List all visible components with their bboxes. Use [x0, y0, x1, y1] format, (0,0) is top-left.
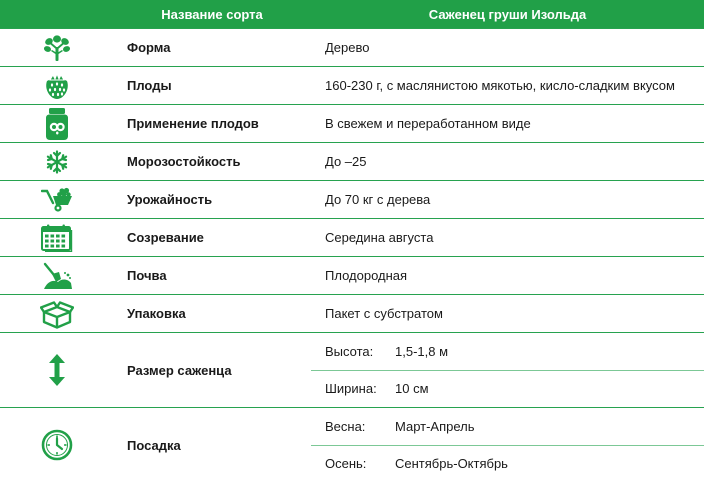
sub-row-width: [311, 370, 704, 407]
sub-value: 10 см: [395, 370, 704, 407]
row-soil: [0, 257, 704, 295]
wheelbarrow-icon: [41, 187, 73, 213]
sub-row-spring: [311, 408, 704, 445]
shovel-soil-icon: [41, 262, 73, 290]
row-value: До –25: [311, 143, 704, 181]
sub-key: Высота:: [311, 333, 395, 370]
sub-key: Ширина:: [311, 370, 395, 407]
row-yield: [0, 181, 704, 219]
planting-subtable: [311, 408, 704, 482]
sub-value: Март-Апрель: [395, 408, 704, 445]
row-ripening: [0, 219, 704, 257]
row-value: 160-230 г, с маслянистою мякотью, кисло-сладким вкусом: [311, 67, 704, 105]
jar-icon: [42, 107, 72, 141]
row-frost: [0, 143, 704, 181]
row-label: Форма: [113, 29, 311, 67]
row-form: [0, 29, 704, 67]
row-label: Морозостойкость: [113, 143, 311, 181]
sub-key: Весна:: [311, 408, 395, 445]
vertical-arrows-icon: [48, 354, 66, 386]
row-value: Пакет с субстратом: [311, 295, 704, 333]
row-planting: [0, 408, 704, 482]
row-label: Плоды: [113, 67, 311, 105]
clock-icon: [41, 429, 73, 461]
row-packaging: [0, 295, 704, 333]
calendar-icon: [41, 224, 73, 252]
sub-value: 1,5-1,8 м: [395, 333, 704, 370]
sub-row-height: [311, 333, 704, 370]
row-label: Урожайность: [113, 181, 311, 219]
row-label: Размер саженца: [113, 333, 311, 408]
row-label: Применение плодов: [113, 105, 311, 143]
header-variety-name: Название сорта: [113, 0, 311, 29]
table-header-row: [0, 0, 704, 29]
row-label: Созревание: [113, 219, 311, 257]
box-icon: [40, 299, 74, 329]
size-subtable: [311, 333, 704, 407]
row-label: Упаковка: [113, 295, 311, 333]
header-icon-cell: [0, 0, 113, 29]
row-label: Посадка: [113, 408, 311, 482]
sub-row-autumn: [311, 445, 704, 482]
row-label: Почва: [113, 257, 311, 295]
row-fruits: [0, 67, 704, 105]
row-value: До 70 кг с дерева: [311, 181, 704, 219]
sub-key: Осень:: [311, 445, 395, 482]
row-value: В свежем и переработанном виде: [311, 105, 704, 143]
row-value: Плодородная: [311, 257, 704, 295]
row-value: Дерево: [311, 29, 704, 67]
strawberry-icon: [42, 71, 72, 101]
row-seedling-size: [0, 333, 704, 408]
row-value: Середина августа: [311, 219, 704, 257]
row-usage: [0, 105, 704, 143]
tree-icon: [43, 34, 71, 62]
sub-value: Сентябрь-Октябрь: [395, 445, 704, 482]
snowflake-icon: [45, 150, 69, 174]
header-variety-value: Саженец груши Изольда: [311, 0, 704, 29]
